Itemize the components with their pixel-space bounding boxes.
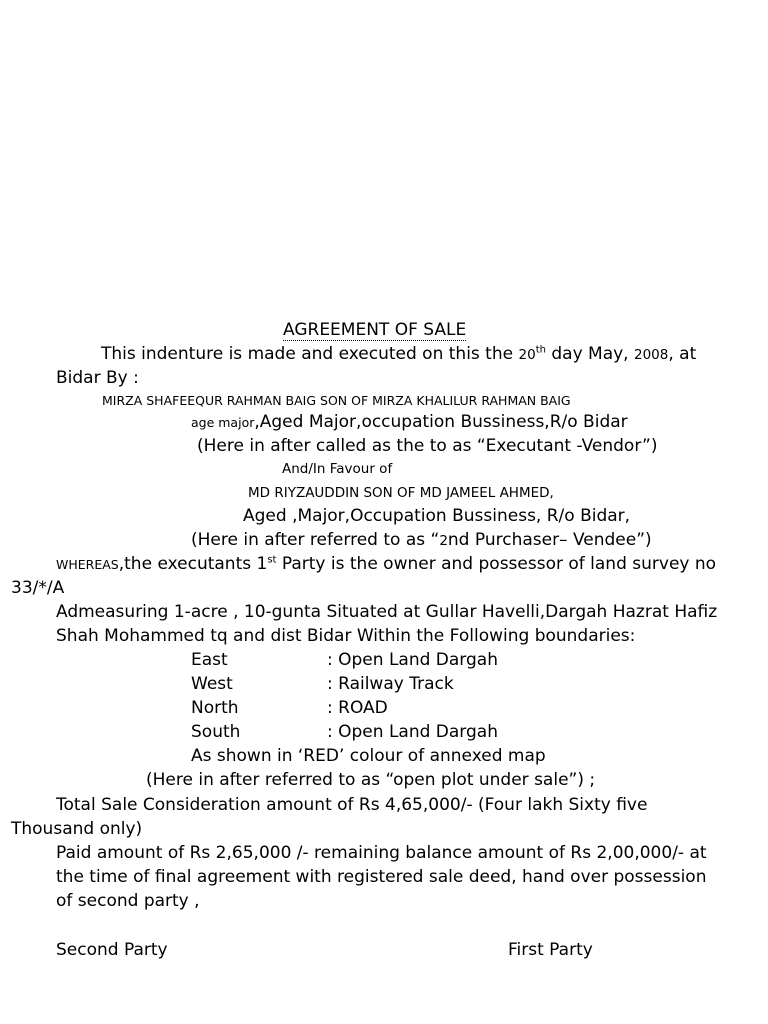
boundary-value-south: : Open Land Dargah [327,722,498,742]
bidar-by-line: Bidar By : [56,368,139,388]
vendor-details: age major,Aged Major,occupation Bussiness,R/o Bidar [191,412,628,432]
boundary-value-east: : Open Land Dargah [327,650,498,670]
first-party-label: First Party [508,940,593,960]
purchaser-details: Aged ,Major,Occupation Bussiness, R/o Bidar, [243,506,631,526]
boundary-dir-north: North [191,698,239,718]
document-title: AGREEMENT OF SALE [283,320,467,340]
boundary-dir-west: West [191,674,233,694]
map-reference: As shown in ‘RED’ colour of annexed map [191,746,546,766]
in-favour-line: And/In Favour of [282,461,393,477]
admeasuring-line: Admeasuring 1-acre , 10-gunta Situated at Gullar Havelli,Dargah Hazrat Hafiz [56,602,718,622]
boundary-value-west: : Railway Track [327,674,454,694]
boundaries-intro: Shah Mohammed tq and dist Bidar Within the Following boundaries: [56,626,636,646]
whereas-line: WHEREAS,the executants 1st Party is the owner and possessor of land survey no [56,554,717,574]
vendor-name: MIRZA SHAFEEQUR RAHMAN BAIG SON OF MIRZA KHALILUR RAHMAN BAIG [102,393,571,408]
second-party-label: Second Party [56,940,168,960]
paid-line-1: Paid amount of Rs 2,65,000 /- remaining balance amount of Rs 2,00,000/- at [56,843,707,863]
consideration-line-1: Total Sale Consideration amount of Rs 4,65,000/- (Four lakh Sixty five [56,795,648,815]
boundary-dir-south: South [191,722,241,742]
boundary-dir-east: East [191,650,228,670]
boundary-value-north: : ROAD [327,698,388,718]
plot-reference: (Here in after referred to as “open plot under sale”) ; [146,770,596,790]
indenture-line: This indenture is made and executed on this the 20th day May, 2008, at [101,344,697,364]
purchaser-name: MD RIYZAUDDIN SON OF MD JAMEEL AHMED, [248,485,554,501]
consideration-line-2: Thousand only) [11,819,143,839]
vendor-reference: (Here in after called as the to as “Executant -Vendor”) [197,436,658,456]
paid-line-3: of second party , [56,891,200,911]
purchaser-reference: (Here in after referred to as “2nd Purchaser– Vendee”) [191,530,652,550]
survey-number: 33/*/A [11,578,65,598]
paid-line-2: the time of final agreement with registered sale deed, hand over possession [56,867,707,887]
